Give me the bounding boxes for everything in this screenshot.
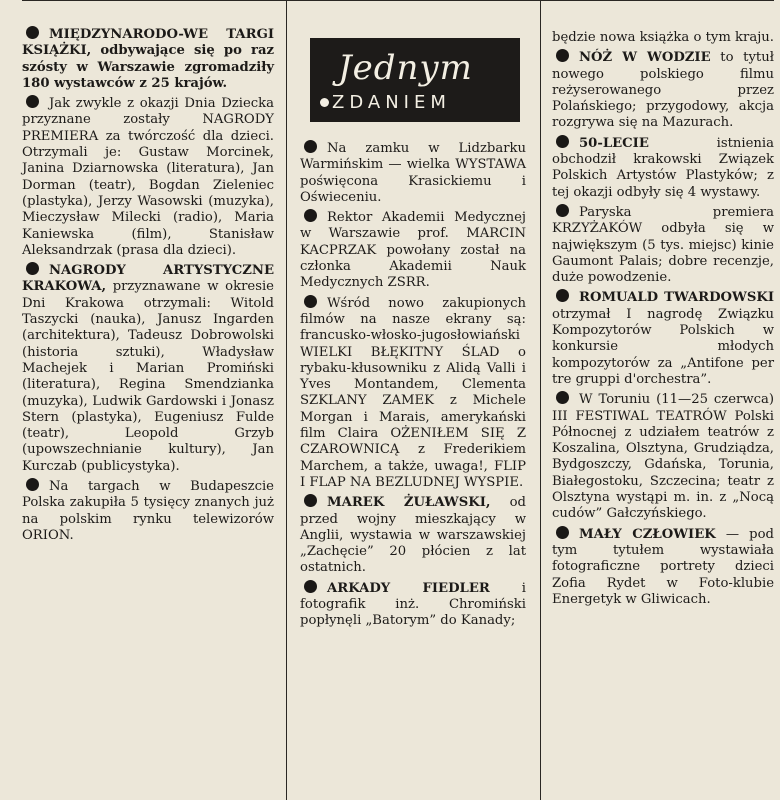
news-item xyxy=(552,204,774,286)
item-body: Na zamku w Lidzbarku Warmińskim — wielka WYSTAWA poświęcona Krasickiemu i Oświeceniu. xyxy=(300,141,526,205)
news-item xyxy=(300,580,526,630)
item-body: W Toruniu (11—25 czerwca) III FESTIWAL TEATRÓW Polski Północnej z udziałem teatrów z Koszalina, Olsztyna, Grudziądza, Bydgoszczy, Gdańska, Torunia, Białegostoku, Szczecina; teatr z Olsztyna wystąpi m. in. z „Nocą cudów” Gałczyńskiego. xyxy=(552,392,774,522)
item-body: Wśród nowo zakupionych filmów na nasze ekrany są: francusko-włosko-jugosłowiański WIELKI BŁĘKITNY ŚLAD o rybaku-kłusowniku z Alidą Valli i Yves Montandem, Clementa SZKLANY ZAMEK z Michele Morgan i Marais, amerykański film Claira OŻENIŁEM SIĘ Z CZAROWNICĄ z Frederikiem Marchem, a także, uwaga!, FLIP I FLAP NA BEZLUDNEJ WYSPIE. xyxy=(300,295,526,490)
item-body: będzie nowa książka o tym kraju. xyxy=(552,30,774,45)
item-body: otrzymał I nagrodę Związku Kompozytorów Polskich w konkursie młodych kompozytorów za „Antifone per tre gruppi d'orchestra”. xyxy=(552,306,774,387)
item-body: istnienia obchodził krakowski Związek Polskich Artystów Plastyków; z tej okazji odbyły się 4 wystawy. xyxy=(552,135,774,200)
item-body: przyznawane w okresie Dni Krakowa otrzymali: Witold Taszycki (nauka), Janusz Ingarden (architektura), Tadeusz Dobrowolski (historia sztuki), Władysław Machejek i Marian Promiński (literatura), Regina Smendzianka (muzyka), Ludwik Gardowski i Jonasz Stern (plastyka), Eugeniusz Fulde (teatr), Leopold Grzyb (upowszechnianie kultury), Jan Kurczab (publicystyka). xyxy=(22,279,274,474)
bullet-icon xyxy=(304,209,317,222)
bullet-icon xyxy=(26,262,39,275)
bullet-icon xyxy=(26,95,39,108)
bullet-icon xyxy=(556,526,569,539)
item-lead: 50-LECIE xyxy=(579,135,649,151)
bullet-icon xyxy=(556,289,569,302)
item-lead: ROMUALD TWARDOWSKI xyxy=(579,290,774,306)
column-rule-2 xyxy=(540,0,541,800)
news-item xyxy=(300,295,526,492)
bullet-icon xyxy=(556,135,569,148)
bullet-icon xyxy=(304,580,317,593)
item-lead: MIĘDZYNARODO-WE TARGI KSIĄŻKI, odbywające się po raz szósty w Warszawie zgromadziły 180 wystawców z 25 krajów. xyxy=(22,27,274,91)
bullet-icon xyxy=(556,49,569,62)
news-item xyxy=(552,49,774,131)
news-item xyxy=(552,526,774,608)
item-body: Rektor Akademii Medycznej w Warszawie prof. MARCIN KACPRZAK powołany został na członka Akademii Nauk Medycznych ZSRR. xyxy=(300,210,526,291)
item-body: Paryska premiera KRZYŻAKÓW odbyła się w największym (5 tys. miejsc) kinie Gaumont Palais; dobre recenzje, duże powodzenie. xyxy=(552,204,774,286)
news-item xyxy=(552,391,774,522)
logo-line-2: ZDANIEM xyxy=(332,92,451,113)
column-2 xyxy=(300,0,526,800)
bullet-icon xyxy=(304,295,317,308)
item-body: — pod tym tytułem wystawiała fotograficzne portrety dzieci Zofia Rydet w Foto-klubie Energetyk w Gliwicach. xyxy=(552,526,774,607)
news-item xyxy=(552,135,774,201)
bullet-icon xyxy=(304,494,317,507)
column-3 xyxy=(552,0,774,800)
item-body: to tytuł nowego polskiego filmu reżyserowanego przez Polańskiego; przygodowy, akcja rozgrywa się na Mazurach. xyxy=(552,50,774,131)
column-rule-1 xyxy=(286,0,287,800)
news-item xyxy=(22,95,274,259)
item-body: i fotografik inż. Chromiński popłynęli „Batorym” do Kanady; xyxy=(300,580,526,629)
item-body: od przed wojny mieszkający w Anglii, wystawia w warszawskiej „Zachęcie” 20 płócien z lat ostatnich. xyxy=(300,495,526,576)
news-item xyxy=(22,478,274,544)
news-item xyxy=(300,209,526,291)
news-item xyxy=(300,140,526,206)
item-lead: ARKADY FIEDLER xyxy=(327,580,490,596)
item-lead: MAREK ŻUŁAWSKI, xyxy=(327,495,491,511)
item-lead: NAGRODY ARTYSTYCZNE KRAKOWA, xyxy=(22,263,274,295)
bullet-icon xyxy=(26,26,39,39)
news-item xyxy=(300,494,526,576)
news-item-continued xyxy=(552,30,774,46)
item-body: Jak zwykle z okazji Dnia Dziecka przyznane zostały NAGRODY PREMIERA za twórczość dla dzieci. Otrzymali je: Gustaw Morcinek, Janina Dziarnowska (literatura), Jan Dorman (teatr), Bogdan Zieleniec (plastyka), Jerzy Wasowski (muzyka), Mieczysław Milecki (radio), Maria Kaniewska (film), Stanisław Aleksandrzak (prasa dla dzieci). xyxy=(22,96,274,258)
column-1 xyxy=(22,0,274,800)
news-item xyxy=(22,26,274,92)
bullet-icon xyxy=(304,140,317,153)
item-lead: MAŁY CZŁOWIEK xyxy=(579,526,716,542)
bullet-icon xyxy=(556,204,569,217)
bullet-icon xyxy=(556,391,569,404)
item-lead: NÓŻ W WODZIE xyxy=(579,50,711,66)
bullet-icon xyxy=(26,478,39,491)
news-item xyxy=(22,262,274,475)
item-body: Na targach w Budapeszcie Polska zakupiła 5 tysięcy znanych już na polskim rynku telewizorów ORION. xyxy=(22,479,274,543)
news-item xyxy=(552,289,774,388)
logo-line-1: Jednym xyxy=(338,48,473,88)
